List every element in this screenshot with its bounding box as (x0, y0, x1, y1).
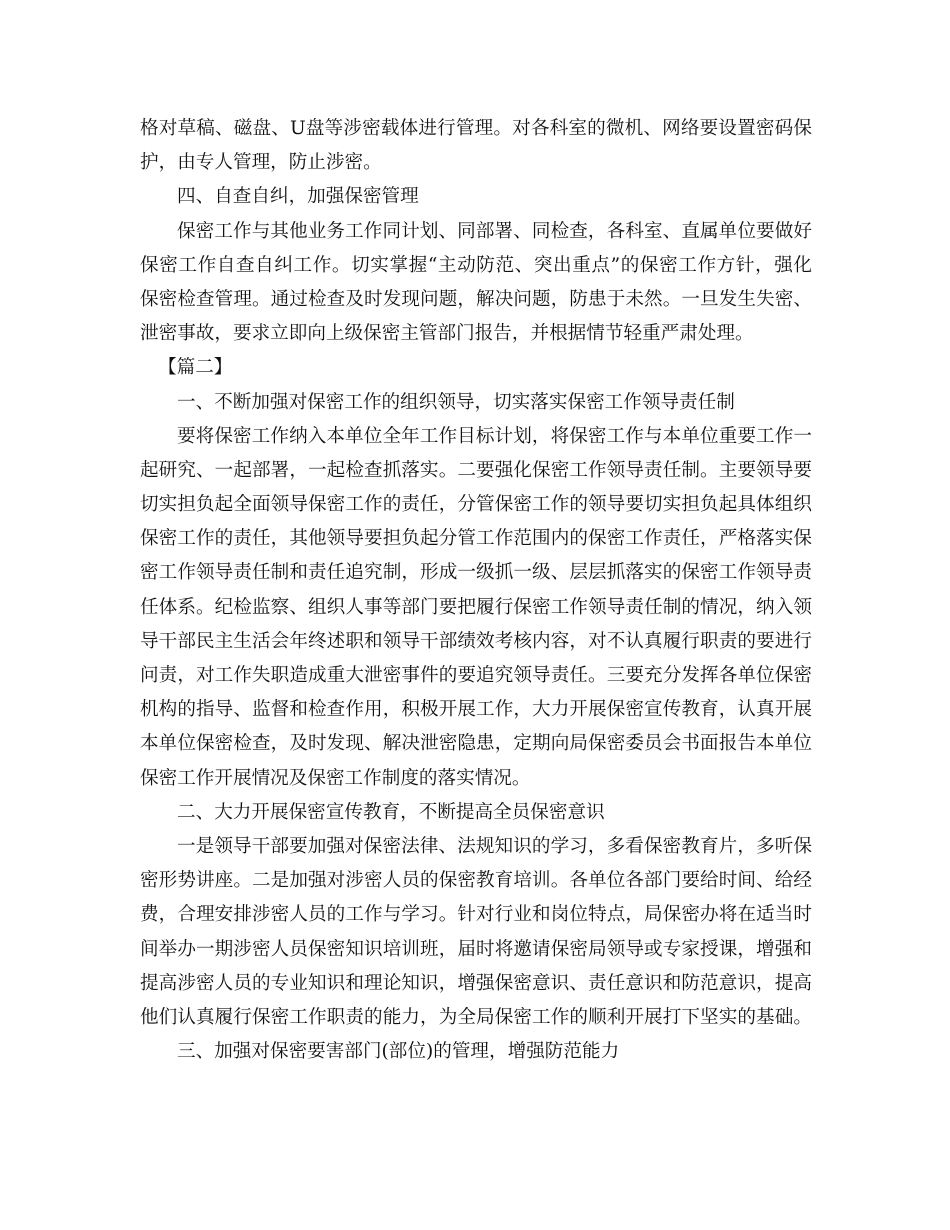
paragraph-line: 导干部民主生活会年终述职和领导干部绩效考核内容，对不认真履行职责的要进行 (140, 630, 812, 652)
document-body (140, 112, 812, 1069)
paragraph-line: 他们认真履行保密工作职责的能力，为全局保密工作的顺利开展打下坚实的基础。 (140, 1006, 812, 1028)
paragraph-line: 间举办一期涉密人员保密知识培训班，届时将邀请保密局领导或专家授课，增强和 (140, 938, 812, 960)
part-title: 【篇二】 (158, 357, 233, 379)
paragraph-line: 保密工作自查自纠工作。切实掌握“主动防范、突出重点”的保密工作方针，强化 (140, 254, 812, 276)
section-heading: 二、大力开展保密宣传教育，不断提高全员保密意识 (177, 801, 605, 823)
paragraph-line: 护，由专人管理，防止涉密。 (140, 152, 382, 174)
paragraph-line: 保密工作与其他业务工作同计划、同部署、同检查，各科室、直属单位要做好 (177, 220, 812, 242)
paragraph-line: 一是领导干部要加强对保密法律、法规知识的学习，多看保密教育片，多听保 (177, 835, 812, 857)
section-heading: 三、加强对保密要害部门(部位)的管理，增强防范能力 (177, 1041, 620, 1063)
paragraph-line: 保密工作开展情况及保密工作制度的落实情况。 (140, 767, 531, 789)
paragraph-line: 泄密事故，要求立即向上级保密主管部门报告，并根据情节轻重严肃处理。 (140, 323, 754, 345)
paragraph-line: 本单位保密检查，及时发现、解决泄密隐患，定期向局保密委员会书面报告本单位 (140, 733, 812, 755)
paragraph-line: 切实担负起全面领导保密工作的责任，分管保密工作的领导要切实担负起具体组织 (140, 494, 812, 516)
paragraph-line: 要将保密工作纳入本单位全年工作目标计划，将保密工作与本单位重要工作一 (177, 425, 812, 447)
section-heading: 一、不断加强对保密工作的组织领导，切实落实保密工作领导责任制 (177, 391, 735, 413)
paragraph-line: 问责，对工作失职造成重大泄密事件的要追究领导责任。三要充分发挥各单位保密 (140, 665, 812, 686)
paragraph-line: 密形势讲座。二是加强对涉密人员的保密教育培训。各单位各部门要给时间、给经 (140, 870, 812, 892)
paragraph-line: 保密工作的责任，其他领导要担负起分管工作范围内的保密工作责任，严格落实保 (140, 528, 812, 550)
paragraph-line: 费，合理安排涉密人员的工作与学习。针对行业和岗位特点，局保密办将在适当时 (140, 904, 812, 926)
paragraph-line: 任体系。纪检监察、组织人事等部门要把履行保密工作领导责任制的情况，纳入领 (140, 596, 812, 618)
paragraph-line: 密工作领导责任制和责任追究制，形成一级抓一级、层层抓落实的保密工作领导责 (140, 562, 812, 584)
paragraph-line: 保密检查管理。通过检查及时发现问题，解决问题，防患于未然。一旦发生失密、 (140, 288, 812, 310)
paragraph-line: 提高涉密人员的专业知识和理论知识，增强保密意识、责任意识和防范意识，提高 (140, 972, 812, 994)
paragraph-line: 起研究、一起部署，一起检查抓落实。二要强化保密工作领导责任制。主要领导要 (140, 459, 812, 481)
paragraph-line: 格对草稿、磁盘、U盘等涉密载体进行管理。对各科室的微机、网络要设置密码保 (140, 118, 812, 139)
paragraph-line: 机构的指导、监督和检查作用，积极开展工作，大力开展保密宣传教育，认真开展 (140, 699, 812, 721)
section-heading: 四、自查自纠，加强保密管理 (177, 186, 419, 208)
